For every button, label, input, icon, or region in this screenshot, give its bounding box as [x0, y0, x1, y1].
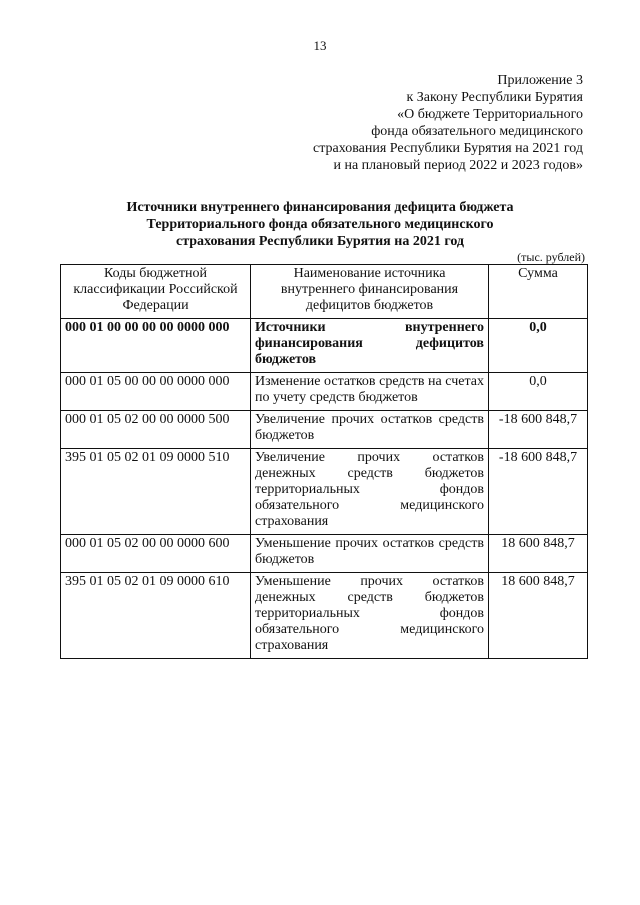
table-row	[61, 319, 588, 373]
appendix-line: страхования Республики Бурятия на 2021 год	[313, 141, 583, 156]
title-line: Территориального фонда обязательного медицинского	[146, 217, 494, 232]
title-line: Источники внутреннего финансирования дефицита бюджета	[126, 200, 514, 215]
name-cell: Увеличение прочих остатков средств бюджетов	[251, 411, 489, 449]
appendix-line: фонда обязательного медицинского	[371, 124, 583, 139]
table-row	[61, 449, 588, 535]
sum-cell: 18 600 848,7	[489, 535, 588, 573]
name-cell: Уменьшение прочих остатков денежных средств бюджетов территориальных фондов обязательного медицинского страхования	[251, 573, 489, 659]
header-code: Коды бюджетной классификации Российской Федерации	[61, 265, 251, 319]
units-label: (тыс. рублей)	[517, 250, 585, 264]
sum-cell: -18 600 848,7	[489, 449, 588, 535]
code-cell: 000 01 00 00 00 00 0000 000	[61, 319, 251, 373]
table-row	[61, 411, 588, 449]
table-body	[61, 319, 588, 659]
sources-table	[60, 264, 588, 659]
code-cell: 000 01 05 00 00 00 0000 000	[61, 373, 251, 411]
sum-cell: 0,0	[489, 319, 588, 373]
table-header-row	[61, 265, 588, 319]
header-sum: Сумма	[489, 265, 588, 319]
appendix-line: Приложение 3	[497, 73, 583, 88]
name-cell: Источники внутреннего финансирования дефицитов бюджетов	[251, 319, 489, 373]
name-cell: Увеличение прочих остатков денежных средств бюджетов территориальных фондов обязательного медицинского страхования	[251, 449, 489, 535]
title-line: страхования Республики Бурятия на 2021 год	[175, 234, 465, 249]
name-cell: Уменьшение прочих остатков средств бюджетов	[251, 535, 489, 573]
page-number: 13	[313, 38, 327, 53]
appendix-line: «О бюджете Территориального	[397, 107, 583, 122]
code-cell: 000 01 05 02 00 00 0000 500	[61, 411, 251, 449]
sum-cell: 0,0	[489, 373, 588, 411]
code-cell: 395 01 05 02 01 09 0000 510	[61, 449, 251, 535]
table-row	[61, 535, 588, 573]
sum-cell: 18 600 848,7	[489, 573, 588, 659]
appendix-line: и на плановый период 2022 и 2023 годов»	[333, 158, 583, 173]
name-cell: Изменение остатков средств на счетах по учету средств бюджетов	[251, 373, 489, 411]
code-cell: 000 01 05 02 00 00 0000 600	[61, 535, 251, 573]
table-row	[61, 573, 588, 659]
appendix-header	[313, 72, 583, 174]
header-name: Наименование источника внутреннего финансирования дефицитов бюджетов	[251, 265, 489, 319]
sum-cell: -18 600 848,7	[489, 411, 588, 449]
appendix-line: к Закону Республики Бурятия	[406, 90, 583, 105]
code-cell: 395 01 05 02 01 09 0000 610	[61, 573, 251, 659]
document-title	[0, 199, 640, 250]
table-row	[61, 373, 588, 411]
